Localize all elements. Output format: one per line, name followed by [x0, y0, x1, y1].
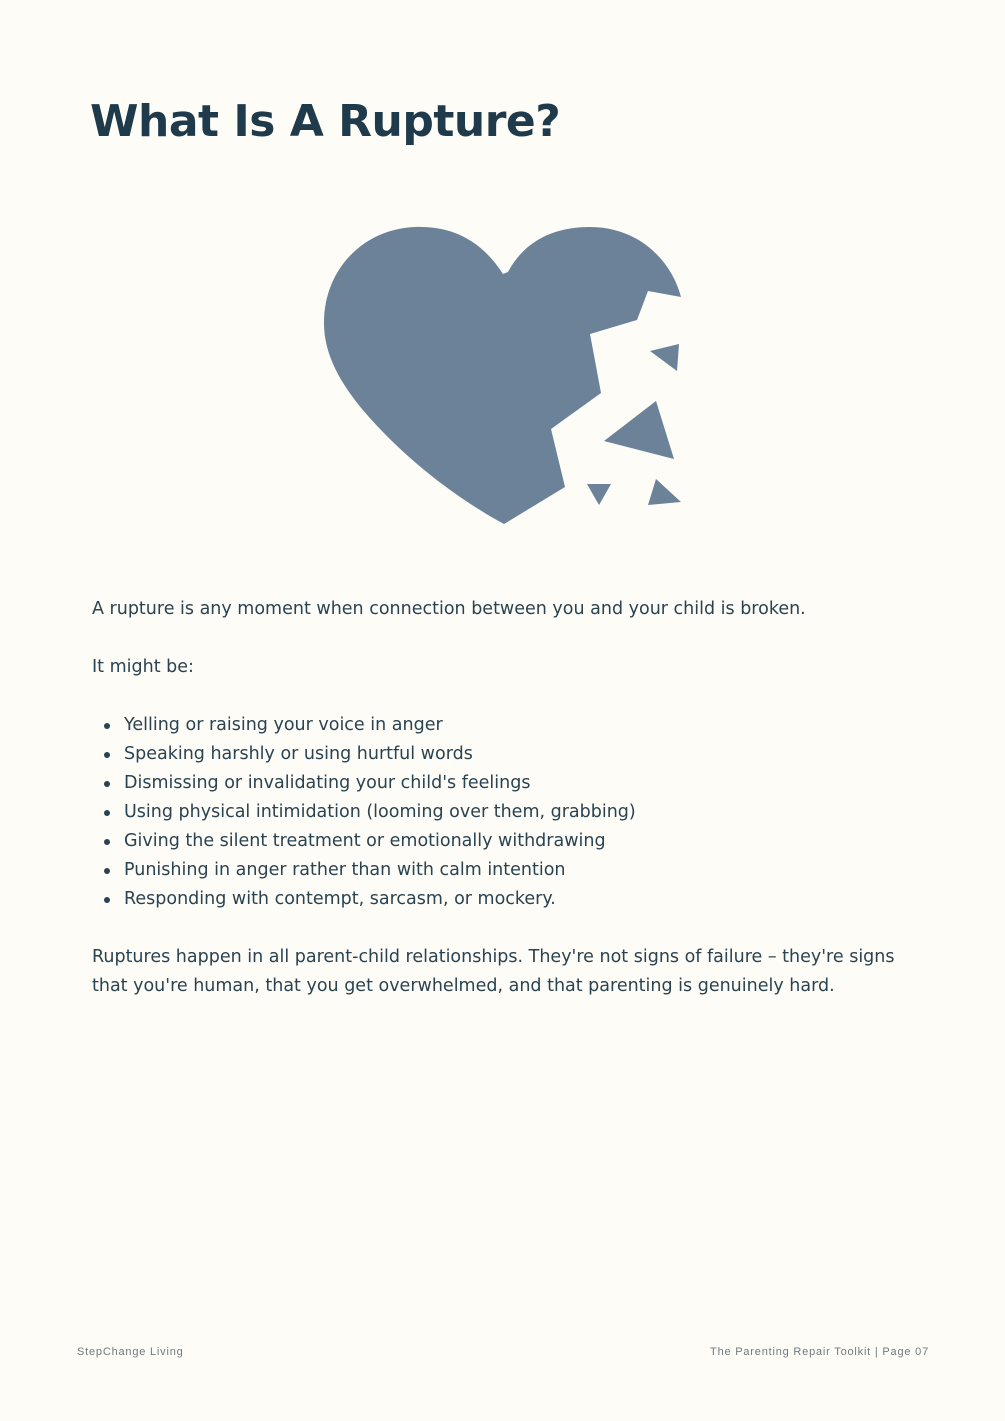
- list-item: [92, 711, 922, 740]
- heart-shard-4: [648, 479, 681, 505]
- list-item: [92, 769, 922, 798]
- bullet-icon: [104, 723, 110, 729]
- heart-shard-2: [604, 401, 674, 459]
- list-item-text: Yelling or raising your voice in anger: [124, 715, 443, 735]
- list-item-text: Speaking harshly or using hurtful words: [124, 744, 473, 764]
- list-item: [92, 827, 922, 856]
- list-item-text: Giving the silent treatment or emotionally withdrawing: [124, 831, 606, 851]
- bullet-icon: [104, 810, 110, 816]
- lead-in-paragraph: It might be:: [92, 657, 194, 677]
- closing-paragraph: [92, 943, 922, 1001]
- bullet-icon: [104, 781, 110, 787]
- bullet-icon: [104, 868, 110, 874]
- rupture-examples-list: [92, 711, 922, 914]
- list-item-text: Using physical intimidation (looming over them, grabbing): [124, 802, 636, 822]
- list-item: [92, 740, 922, 769]
- bullet-icon: [104, 897, 110, 903]
- list-item-text: Dismissing or invalidating your child's feelings: [124, 773, 531, 793]
- closing-line-1: Ruptures happen in all parent-child relationships. They're not signs of failure – they're signs: [92, 947, 895, 967]
- heart-main-shape: [324, 227, 681, 524]
- intro-paragraph: A rupture is any moment when connection between you and your child is broken.: [92, 599, 806, 619]
- list-item: [92, 798, 922, 827]
- heart-shard-1: [650, 344, 679, 371]
- list-item-text: Responding with contempt, sarcasm, or mockery.: [124, 889, 556, 909]
- list-item-text: Punishing in anger rather than with calm intention: [124, 860, 566, 880]
- closing-line-2: that you're human, that you get overwhelmed, and that parenting is genuinely hard.: [92, 976, 835, 996]
- bullet-icon: [104, 839, 110, 845]
- footer-page-info: The Parenting Repair Toolkit | Page 07: [710, 1346, 929, 1358]
- page-title: What Is A Rupture?: [90, 96, 561, 147]
- bullet-icon: [104, 752, 110, 758]
- broken-heart-icon: [322, 226, 684, 526]
- footer-brand: StepChange Living: [77, 1346, 184, 1358]
- list-item: [92, 856, 922, 885]
- body-text: [92, 595, 922, 1001]
- list-item: [92, 885, 922, 914]
- heart-shard-3: [587, 484, 611, 505]
